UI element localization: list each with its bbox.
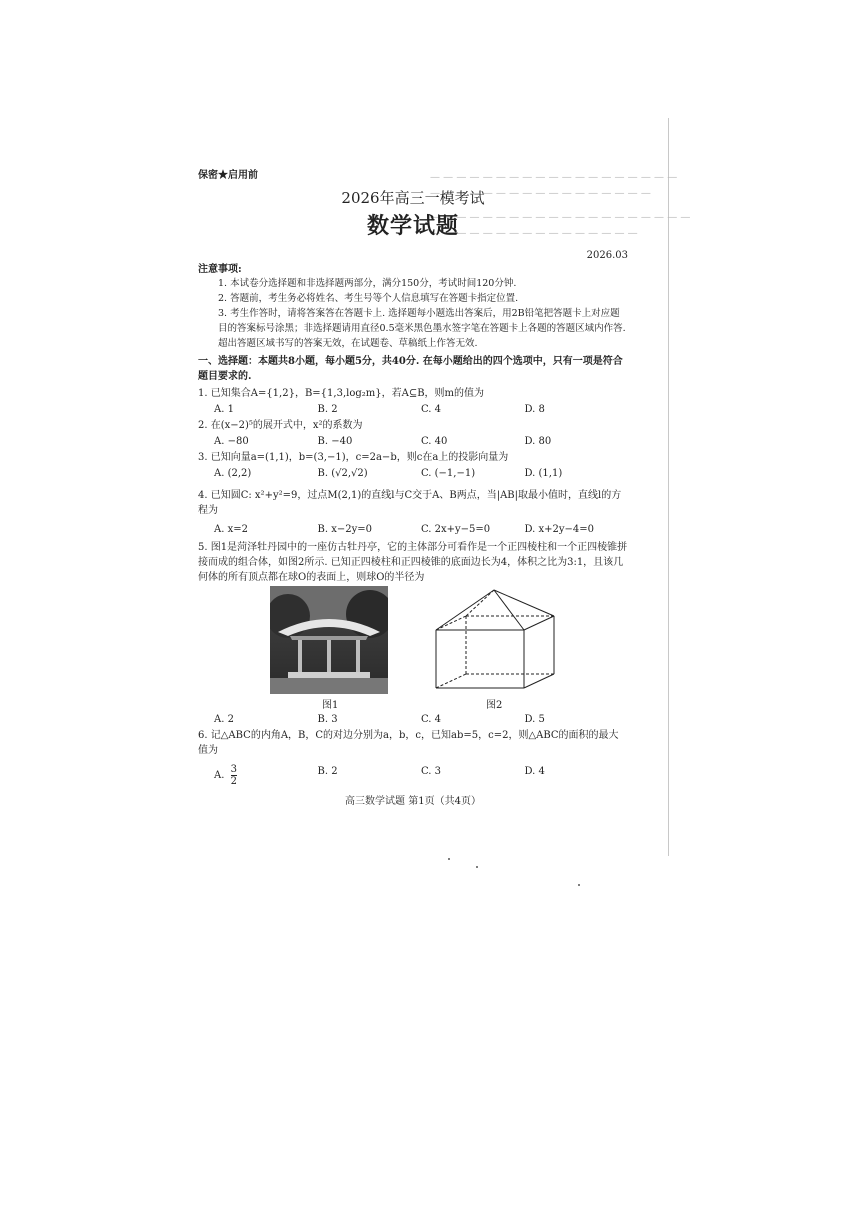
bleed-through: — — — — — — — — — — — — — — — — [430,228,638,239]
notice-item: 2. 答题前，考生务必将姓名、考生号等个人信息填写在答题卡指定位置. [218,293,519,304]
question-6-options [214,764,628,787]
question-1-stem: 1. 已知集合A={1,2}，B={1,3,log₂m}，若A⊆B，则m的值为 [198,388,485,399]
page-footer: 高三数学试题 第1页（共4页） [345,796,481,807]
option-b: B. (√2,√2) [317,468,368,479]
option-c: C. 4 [421,404,442,415]
notice-item: 3. 考生作答时，请将答案答在答题卡上. 选择题每小题选出答案后，用2B铅笔把答题卡上对应题目的答案标号涂黑；非选择题请用直径0.5毫米黑色墨水签字笔在答题卡上各题的答题区域内作答. 超出答题区域书写的答案无效，在试题卷、草稿纸上作答无效. [218,308,626,349]
scan-edge-line [668,118,669,856]
bleed-through: — — — — — — — — — — — — — — — — — — — — [430,212,691,223]
scan-speck [578,884,580,886]
confidential-label: 保密★启用前 [198,170,258,181]
question-4-stem: 4. 已知圆C: x²+y²=9，过点M(2,1)的直线l与C交于A、B两点，当|AB|取最小值时，直线l的方程为 [198,490,622,516]
option-c: C. 3 [421,766,442,777]
figure-2-caption: 图2 [486,700,503,711]
figure-1-caption: 图1 [322,700,339,711]
scan-speck [448,858,450,860]
option-d: D. 5 [524,714,545,725]
scan-speck [476,866,478,868]
notice-heading: 注意事项: [198,264,242,275]
fraction-denominator: 2 [230,776,237,787]
option-a: A. 2 [214,714,234,725]
question-1-options [214,402,628,417]
option-c: C. 40 [421,436,448,447]
fraction-numerator: 3 [230,764,237,775]
notice-item: 1. 本试卷分选择题和非选择题两部分，满分150分，考试时间120分钟. [218,278,517,289]
option-b: B. 2 [317,766,338,777]
option-a [214,764,318,787]
option-b: B. x−2y=0 [317,524,372,535]
option-d: D. (1,1) [524,468,563,479]
option-b: B. 2 [317,404,338,415]
option-c: C. 2x+y−5=0 [421,524,491,535]
prism-pyramid-diagram [434,588,556,692]
bleed-through: — — — — — — — — — — — — — — — — — — — [430,172,678,183]
question-5-stem: 5. 图1是菏泽牡丹园中的一座仿古牡丹亭，它的主体部分可看作是一个正四棱柱和一个正四棱锥拼接而成的组合体，如图2所示. 已知正四棱柱和正四棱锥的底面边长为4，体积之比为3:1，且该几何体的所有顶点都在球O的表面上，则球O的半径为 [198,542,628,583]
exam-title: 2026年高三一模考试 [341,189,485,207]
option-c: C. (−1,−1) [421,468,476,479]
option-d: D. 4 [524,766,545,777]
option-b: B. 3 [317,714,338,725]
question-6-stem: 6. 记△ABC的内角A，B，C的对边分别为a，b，c，已知ab=5，c=2，则△ABC的面积的最大值为 [198,730,619,756]
question-2-stem: 2. 在(x−2)⁵的展开式中，x²的系数为 [198,420,363,431]
option-a-prefix: A. [214,770,225,781]
bleed-through: — — — — — — — — — — — — — — — — — [430,188,651,199]
question-3-options [214,466,628,481]
option-d: D. 8 [524,404,545,415]
section-title: 一、选择题：本题共8小题，每小题5分，共40分. 在每小题给出的四个选项中，只有一项是符合题目要求的. [198,356,623,382]
option-a: A. x=2 [214,524,248,535]
subject-title: 数学试题 [366,213,459,239]
option-a: A. (2,2) [214,468,252,479]
question-4-options [214,522,628,537]
option-c: C. 4 [421,714,442,725]
pavilion-photo [270,586,388,694]
question-3-stem: 3. 已知向量a=(1,1)，b=(3,−1)，c=2a−b，则c在a上的投影向量为 [198,452,509,463]
question-5-options [214,712,628,727]
pavilion-photo-drawing [270,586,388,694]
question-2-options [214,434,628,449]
exam-date: 2026.03 [586,250,628,261]
option-b: B. −40 [317,436,353,447]
option-a: A. −80 [214,436,249,447]
option-d: D. x+2y−4=0 [524,524,595,535]
option-a: A. 1 [214,404,234,415]
option-d: D. 80 [524,436,552,447]
fraction [231,764,237,787]
